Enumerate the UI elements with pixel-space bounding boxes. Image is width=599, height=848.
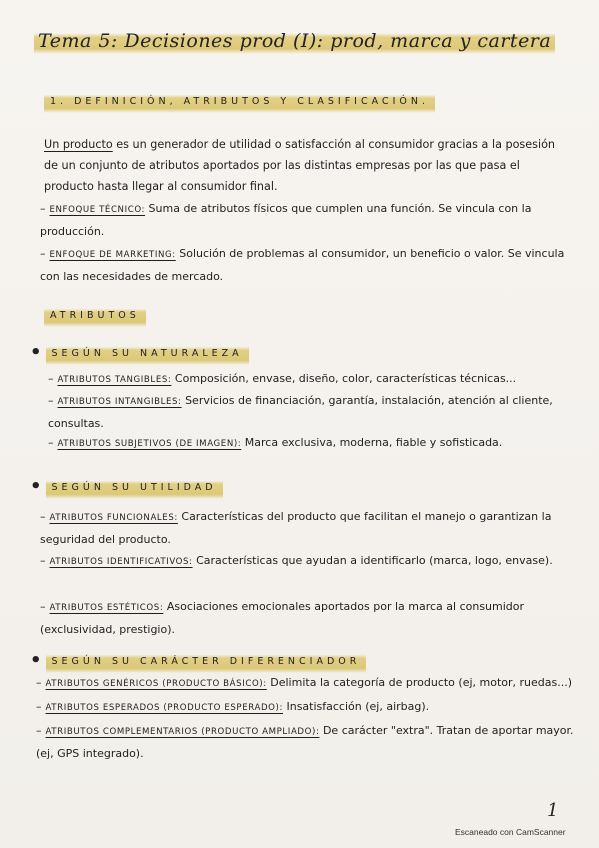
atributo-complementarios: – ATRIBUTOS COMPLEMENTARIOS (PRODUCTO AMPLIADO): De carácter "extra". Tratan de aportar mayor. (ej, GPS integrado). — [36, 724, 574, 760]
subheading-utilidad: • SEGÚN SU UTILIDAD — [30, 476, 223, 497]
page-title: Tema 5: Decisiones prod (I): prod, marca y cartera — [34, 30, 579, 52]
atributo-text: Asociaciones emocionales aportados por la marca al consumidor (exclusividad, prestigio). — [40, 600, 525, 636]
atributo-term: ATRIBUTOS TANGIBLES: — [57, 375, 172, 385]
atributo-term: ATRIBUTOS FUNCIONALES: — [49, 513, 178, 523]
definition-paragraph — [44, 134, 564, 197]
definition-text: es un generador de utilidad o satisfacción al consumidor gracias a la posesión de un conjunto de atributos aportados por las distintas empresas por las que pasa el producto hasta llegar al consumidor final. — [44, 138, 556, 193]
enfoque-term: ENFOQUE TÉCNICO: — [49, 205, 146, 215]
section-heading-atributos: ATRIBUTOS — [44, 310, 146, 321]
atributo-intangibles: – ATRIBUTOS INTANGIBLES: Servicios de financiación, garantía, instalación, atención al cliente, consultas. — [48, 394, 553, 430]
definition-term: Un producto — [44, 138, 113, 151]
atributo-term: ATRIBUTOS ESTÉTICOS: — [49, 603, 164, 613]
atributo-term: ATRIBUTOS COMPLEMENTARIOS (PRODUCTO AMPLIADO): — [45, 727, 320, 737]
atributo-text: Delimita la categoría de producto (ej, motor, ruedas...) — [270, 676, 573, 689]
atributo-term: ATRIBUTOS IDENTIFICATIVOS: — [49, 557, 193, 567]
atributo-term: ATRIBUTOS GENÉRICOS (PRODUCTO BÁSICO): — [45, 679, 267, 689]
atributo-text: Marca exclusiva, moderna, fiable y sofisticada. — [244, 436, 503, 449]
enfoque-text: Solución de problemas al consumidor, un beneficio o valor. Se vincula con las necesidades de mercado. — [40, 247, 565, 283]
scanner-watermark: Escaneado con CamScanner — [455, 827, 566, 837]
enfoque-tecnico: – ENFOQUE TÉCNICO: Suma de atributos físicos que cumplen una función. Se vincula con la producción. — [40, 202, 532, 238]
subheading-naturaleza: • SEGÚN SU NATURALEZA — [30, 342, 249, 363]
atributo-text: Insatisfacción (ej, airbag). — [286, 700, 430, 713]
atributo-text: De carácter "extra". Tratan de aportar mayor. (ej, GPS integrado). — [36, 724, 574, 760]
atributo-text: Características del producto que facilitan el manejo o garantizan la seguridad del producto. — [40, 510, 552, 546]
atributo-genericos: – ATRIBUTOS GENÉRICOS (PRODUCTO BÁSICO): Delimita la categoría de producto (ej, motor, ruedas...) — [36, 676, 573, 689]
atributo-esteticos: – ATRIBUTOS ESTÉTICOS: Asociaciones emocionales aportados por la marca al consumidor (exclusividad, prestigio). — [40, 600, 525, 636]
subheading-diferenciador: • SEGÚN SU CARÁCTER DIFERENCIADOR — [30, 650, 366, 671]
enfoque-term: ENFOQUE DE MARKETING: — [49, 250, 176, 260]
page-number: 1 — [547, 800, 559, 821]
atributo-term: ATRIBUTOS SUBJETIVOS (DE IMAGEN): — [57, 439, 242, 449]
atributo-text: Servicios de financiación, garantía, instalación, atención al cliente, consultas. — [48, 394, 553, 430]
enfoque-text: Suma de atributos físicos que cumplen una función. Se vincula con la producción. — [40, 202, 532, 238]
atributo-term: ATRIBUTOS ESPERADOS (PRODUCTO ESPERADO): — [45, 703, 283, 713]
atributo-identificativos: – ATRIBUTOS IDENTIFICATIVOS: Características que ayudan a identificarlo (marca, logo, envase). — [40, 554, 553, 567]
atributo-funcionales: – ATRIBUTOS FUNCIONALES: Características del producto que facilitan el manejo o garantizan la seguridad del producto. — [40, 510, 552, 546]
atributo-text: Composición, envase, diseño, color, características técnicas... — [174, 372, 517, 385]
atributo-term: ATRIBUTOS INTANGIBLES: — [57, 397, 182, 407]
section-heading-definicion: 1. DEFINICIÓN, ATRIBUTOS Y CLASIFICACIÓN. — [44, 96, 435, 107]
atributo-subjetivos: – ATRIBUTOS SUBJETIVOS (DE IMAGEN): Marca exclusiva, moderna, fiable y sofisticada. — [48, 436, 503, 449]
atributo-esperados: – ATRIBUTOS ESPERADOS (PRODUCTO ESPERADO): Insatisfacción (ej, airbag). — [36, 700, 430, 713]
enfoque-marketing: – ENFOQUE DE MARKETING: Solución de problemas al consumidor, un beneficio o valor. Se vincula con las necesidades de mercado. — [40, 247, 565, 283]
atributo-tangibles: – ATRIBUTOS TANGIBLES: Composición, envase, diseño, color, características técnicas... — [48, 372, 517, 385]
atributo-text: Características que ayudan a identificarlo (marca, logo, envase). — [196, 554, 553, 567]
